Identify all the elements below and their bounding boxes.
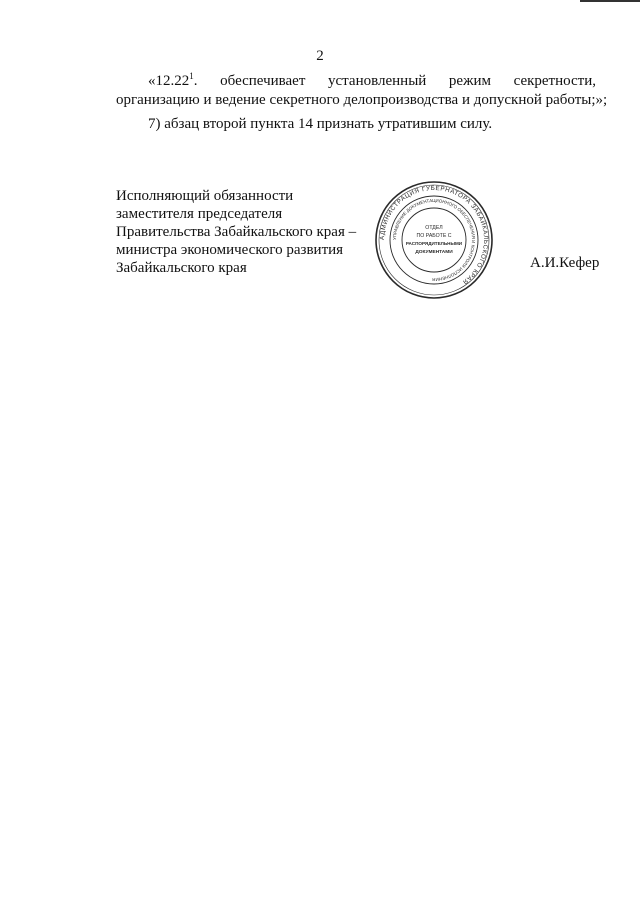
official-seal-stamp: [374, 180, 494, 300]
paragraph-amendment-12-22: [116, 71, 608, 110]
seal-center-line-3: РАСПОРЯДИТЕЛЬНЫМИ: [405, 241, 463, 246]
signatory-line-2: заместителя председателя: [116, 206, 283, 222]
seal-inner-ring: [402, 208, 466, 272]
signatory-line-1: Исполняющий обязанности: [116, 188, 294, 204]
paragraph-superscript: 1: [189, 71, 194, 81]
seal-icon: [374, 180, 494, 300]
paragraph-line-1: [116, 72, 596, 91]
paragraph-suffix: . обеспечивает установленный режим секретности,: [193, 73, 596, 89]
signatory-line-5: Забайкальского края: [116, 260, 247, 276]
seal-center-line-2: ПО РАБОТЕ С: [416, 233, 452, 239]
seal-center-line-1: ОТДЕЛ: [425, 225, 443, 231]
seal-outer-text: АДМИНИСТРАЦИЯ ГУБЕРНАТОРА ЗАБАЙКАЛЬСКОГО КРАЯ: [378, 184, 490, 286]
signatory-title-block: [116, 187, 366, 277]
seal-inner-ring-text: УПРАВЛЕНИЕ ДОКУМЕНТАЦИОННОГО ОБЕСПЕЧЕНИЯ И КОНТРОЛЯ ИСПОЛНЕНИЯ: [391, 197, 477, 283]
seal-middle-ring: [390, 196, 478, 284]
page-number: 2: [316, 48, 324, 64]
paragraph-item-7: 7) абзац второй пункта 14 признать утратившим силу.: [148, 116, 493, 132]
signer-name: А.И.Кефер: [530, 255, 600, 271]
signatory-line-4: министра экономического развития: [116, 242, 344, 258]
signatory-line-3: Правительства Забайкальского края –: [116, 224, 357, 240]
scan-edge-mark: [580, 0, 640, 2]
paragraph-prefix: «12.22: [148, 73, 190, 89]
seal-center-line-4: ДОКУМЕНТАМИ: [415, 250, 453, 255]
paragraph-continuation: организацию и ведение секретного делопроизводства и допускной работы;»;: [116, 92, 608, 108]
